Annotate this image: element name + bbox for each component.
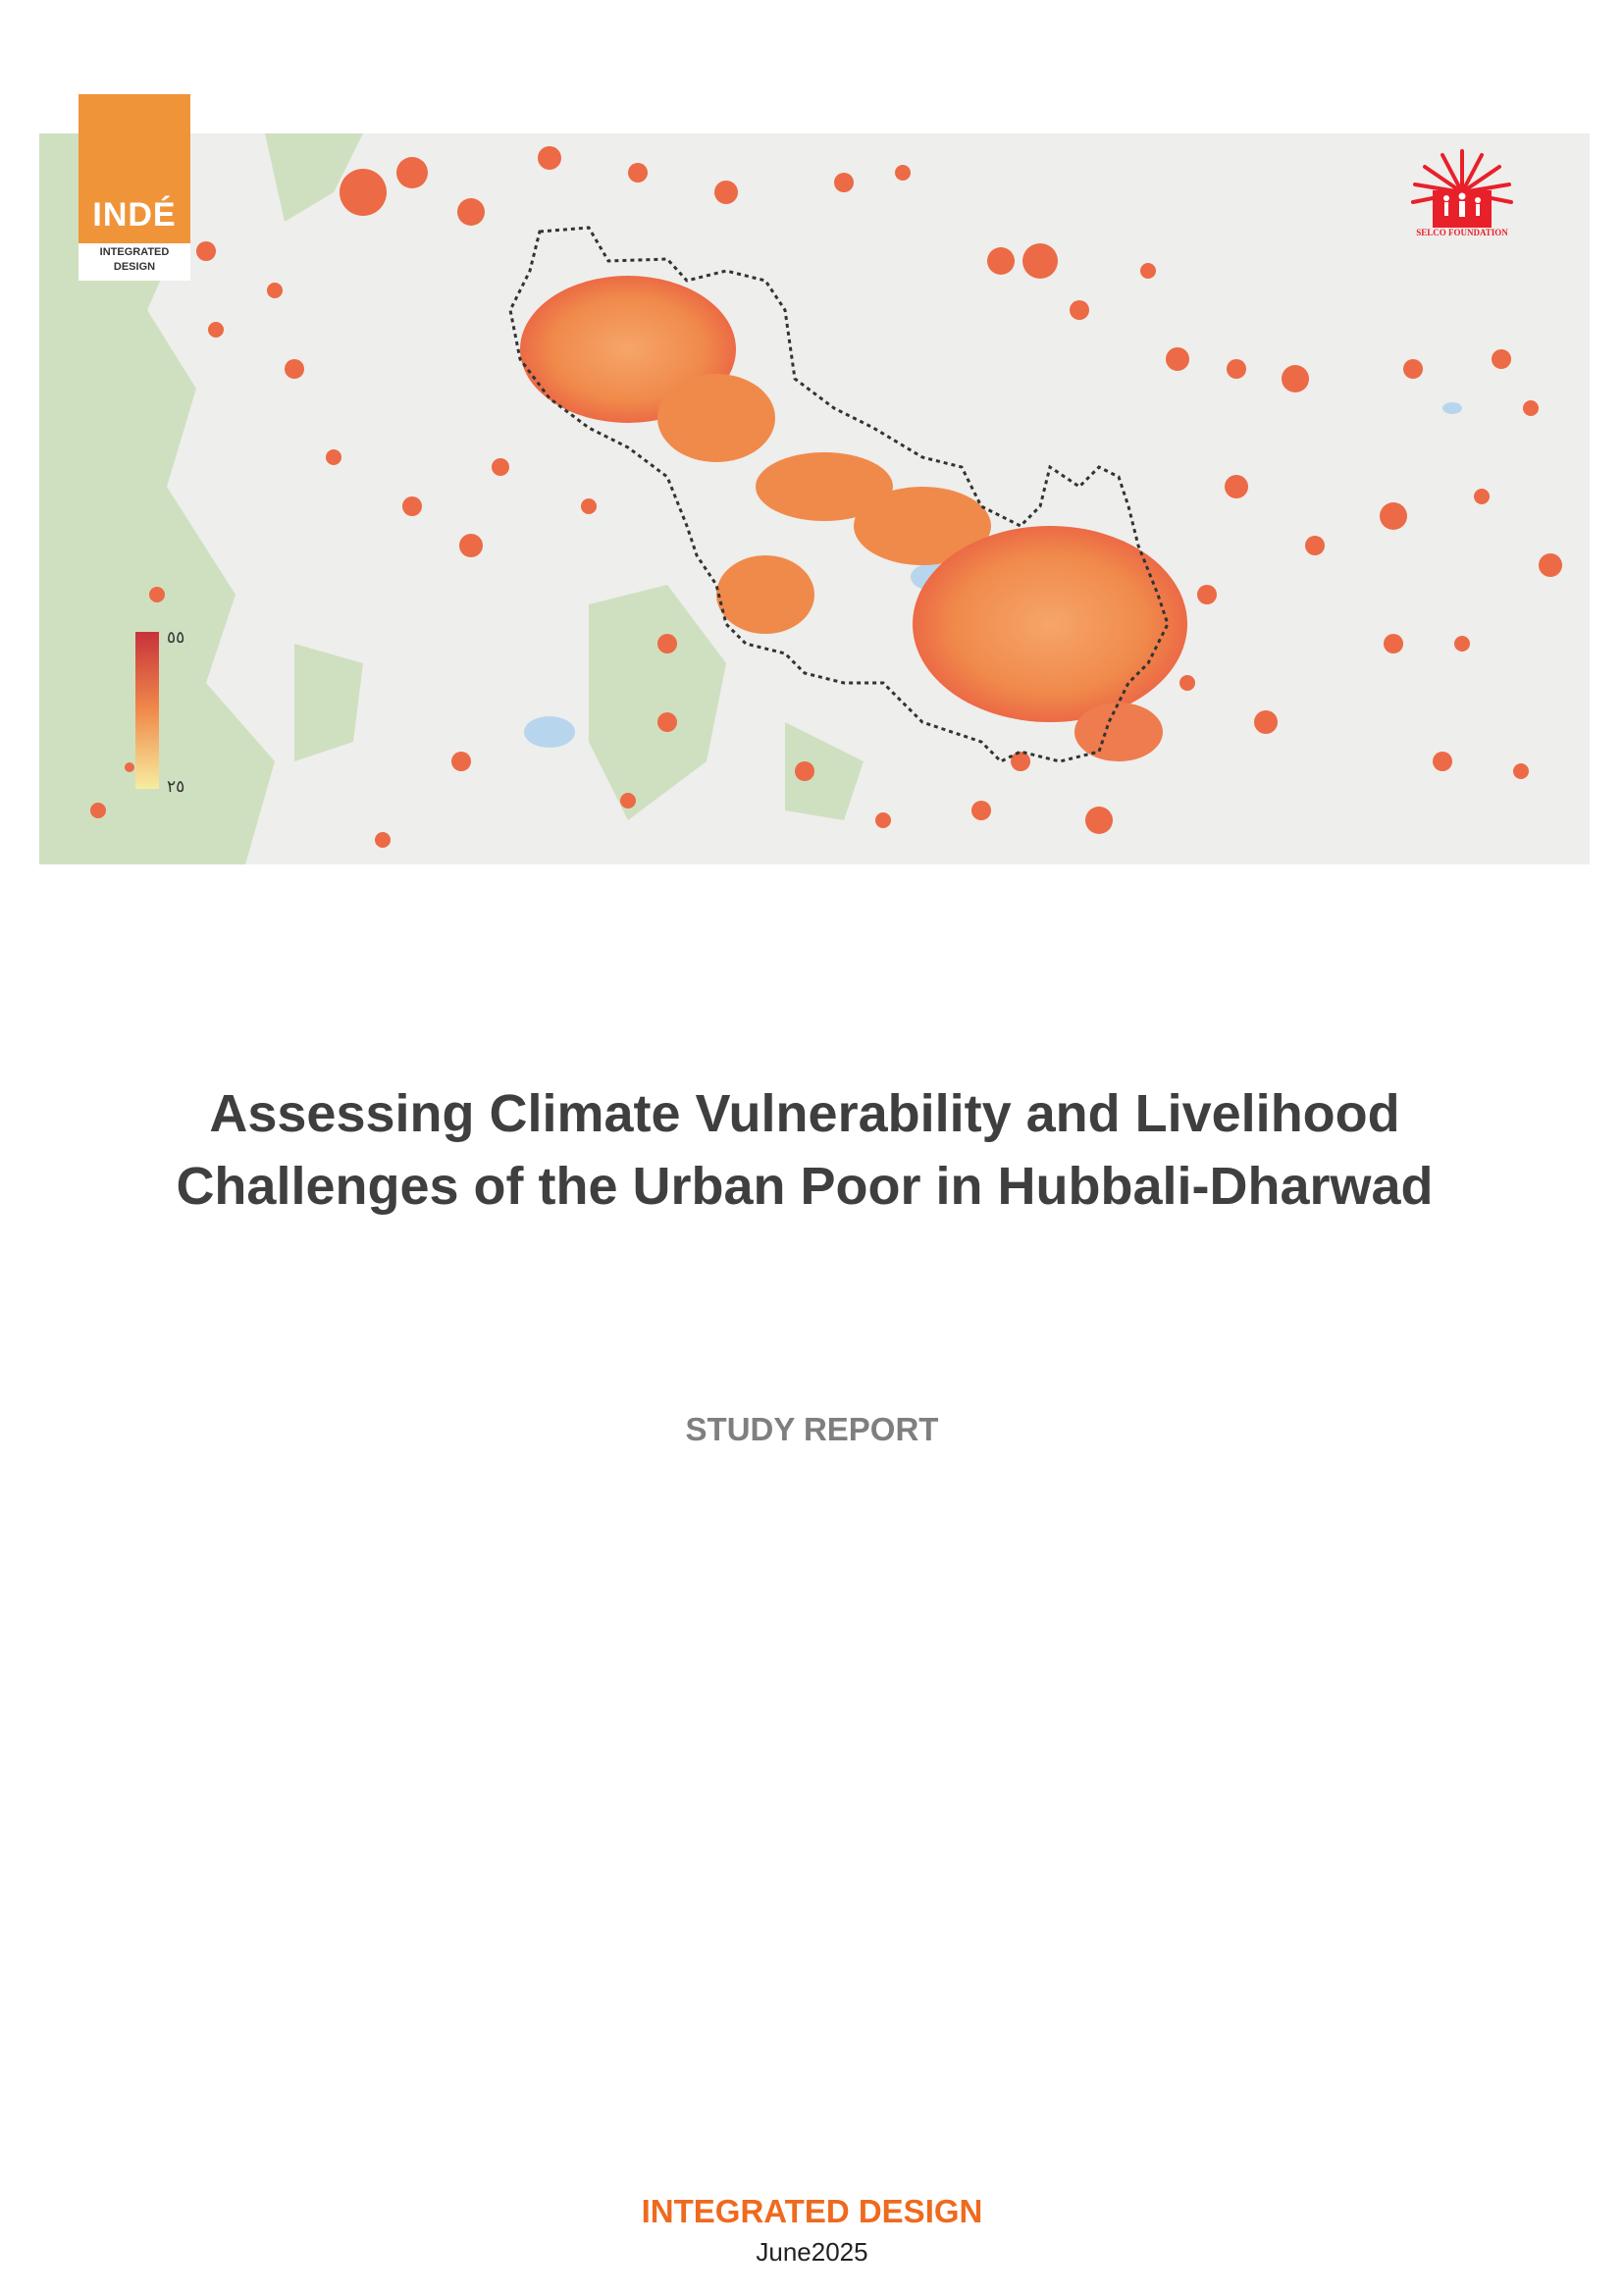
heat-map-graphic xyxy=(39,133,1590,864)
report-date: June2025 xyxy=(756,2237,868,2267)
report-type: STUDY REPORT xyxy=(685,1411,939,1447)
report-title: Assessing Climate Vulnerability and Livelihood Challenges of the Urban Poor in Hubbali-Dharwad xyxy=(176,1084,1434,1216)
inde-logo-subtitle xyxy=(79,245,190,275)
selco-foundation-text: SELCO FOUNDATION xyxy=(1416,228,1508,237)
inde-logo xyxy=(79,94,190,281)
organization-name: INTEGRATED DESIGN xyxy=(641,2193,983,2229)
inde-logo-sub-line2: DESIGN xyxy=(113,261,156,273)
inde-logo-sub-line1: INTEGRATED xyxy=(99,246,170,258)
legend-max-label: ٥٥ xyxy=(167,628,185,647)
inde-logo-mark: INDÉ xyxy=(92,196,177,234)
legend-min-label: ٢٥ xyxy=(167,777,185,796)
heat-map-image xyxy=(39,133,1590,864)
legend-gradient-bar xyxy=(135,632,159,789)
